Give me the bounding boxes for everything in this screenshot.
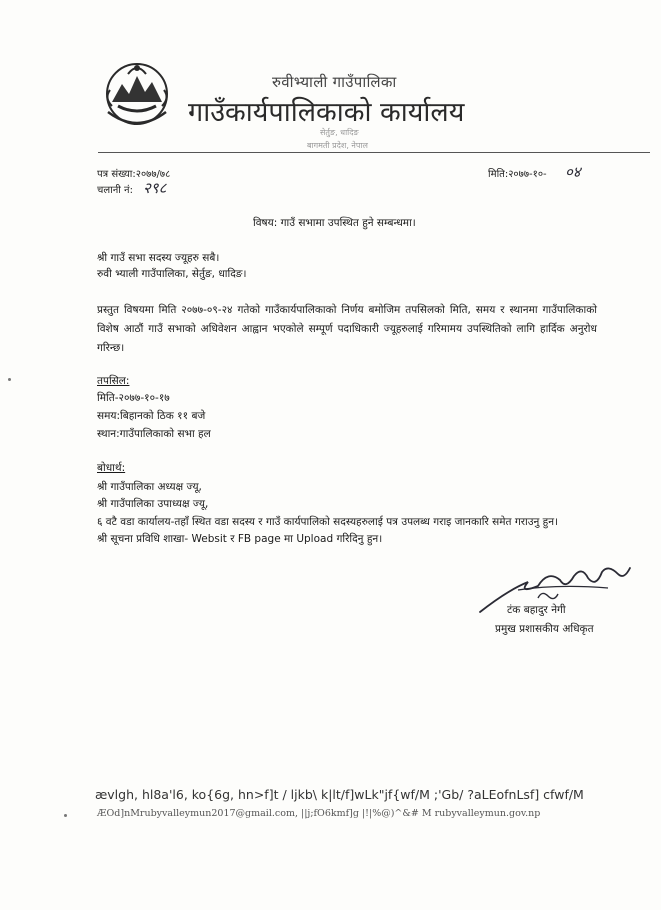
nepal-emblem-icon [98, 54, 176, 130]
footer-contact: ÆOd]nMrubyvalleymun2017@gmail.com, ||j;fO6kmf]g |!|%@)^&# M rubyvalleymun.gov.np [97, 808, 541, 819]
dispatch-number-handwritten: २९८ [143, 179, 167, 197]
details-heading: तपसिल: [97, 375, 130, 387]
addressee-line: श्री गाउँ सभा सदस्य ज्यूहरु सबै। [97, 252, 220, 264]
org-name: रुवीभ्याली गाउँपालिका [272, 73, 397, 91]
date-label: मिति:२०७७-१०- [488, 169, 547, 180]
header-divider [98, 152, 650, 153]
scan-mark [64, 814, 67, 817]
cc-item: श्री सूचना प्रविधि शाखा- Websit र FB page मा Upload गरिदिनु हुन। [97, 533, 383, 545]
cc-item: श्री गाउँपालिका उपाध्यक्ष ज्यू, [97, 498, 209, 510]
date-day-handwritten: ०४ [565, 163, 581, 181]
office-name: गाउँकार्यपालिकाको कार्यालय [188, 97, 465, 128]
province-text: बागमती प्रदेश, नेपाल [307, 141, 368, 150]
dispatch-label: चलानी नं: [97, 185, 133, 196]
scan-mark [8, 378, 11, 381]
cc-item: श्री गाउँपालिका अध्यक्ष ज्यू, [97, 481, 202, 493]
info-heading: बोधार्थ: [97, 462, 126, 474]
signatory-name: टंक बहादुर नेगी [507, 604, 566, 616]
addressee-location: रुवी भ्याली गाउँपालिका, सेर्तुङ, धादिङ। [97, 268, 247, 280]
subject-line: विषय: गाउँ सभामा उपस्थित हुने सम्बन्धमा। [253, 217, 416, 229]
letter-body: प्रस्तुत विषयमा मिति २०७७-०९-२४ गतेको गाउँकार्यपालिकाको निर्णय बमोजिम तपसिलको मिति, समय र स्थानमा गाउँपालिकाको विशेष आठौं गाउँ सभाको अधिवेशन आह्वान भएकोले सम्पूर्ण पदाधिकारी ज्यूहरुलाई गरिमामय उपस्थितिको लागि हार्दिक अनुरोध गरिन्छ। [97, 304, 597, 354]
event-time: समय:बिहानको ठिक ११ बजे [97, 410, 206, 422]
event-venue: स्थान:गाउँपालिकाको सभा हल [97, 428, 211, 440]
cc-item: ६ वटै वडा कार्यालय-तहाँ स्थित वडा सदस्य र गाउँ कार्यपालिको सदस्यहरुलाई पत्र उपलब्ध गराइ जानकारि समेत गराउनु हुन। [97, 516, 559, 528]
event-date: मिति-२०७७-१०-१७ [97, 392, 170, 404]
district-text: सेर्तुङ, धादिङ [320, 128, 359, 137]
footer-address: ævlgh, hl8a'l6, ko{6g, hn>f]t / ljkb\ k|lt/f]wLk"jf{wf/M ;'Gb/ ?aLEofnLsf] cfwf/M [95, 787, 584, 802]
reference-number: पत्र संख्या:२०७७/७८ [97, 169, 171, 180]
signatory-title: प्रमुख प्रशासकीय अधिकृत [495, 623, 594, 635]
